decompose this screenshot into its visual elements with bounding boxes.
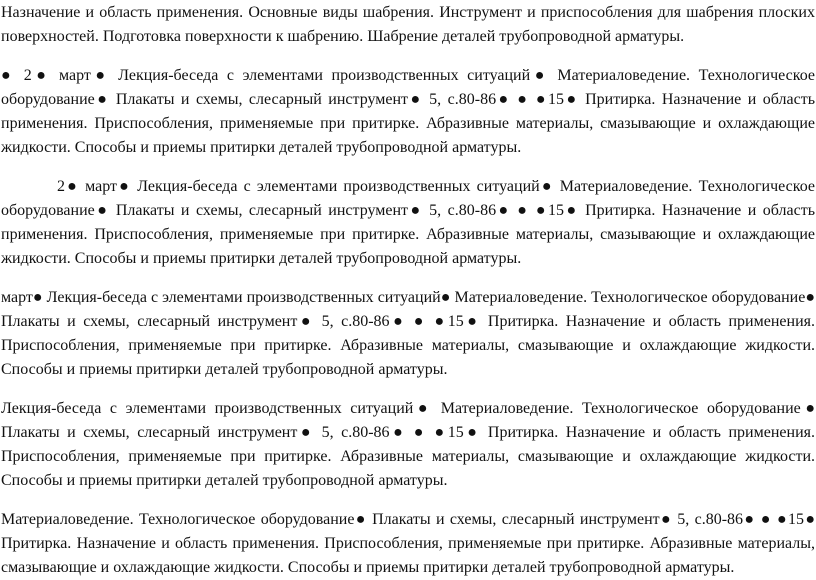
paragraph-lesson-1: ● 2● март● Лекция-беседа с элементами производственных ситуаций● Материаловедение. Технологическое оборудование● Плакаты и схемы, слесарный инструмент● 5, с.80-86● ● ●15● Притирка. Назначение и область применения. Приспособления, применяемые при притирке. Абразивные материалы, смазывающие и охлаждающие жидкости. Способы и приемы притирки деталей трубопроводной арматуры.	[1, 67, 815, 156]
paragraph-lesson-3: март● Лекция-беседа с элементами производственных ситуаций● Материаловедение. Технологическое оборудование● Плакаты и схемы, слесарный инструмент● 5, с.80-86● ● ●15● Притирка. Назначение и область применения. Приспособления, применяемые при притирке. Абразивные материалы, смазывающие и охлаждающие жидкости. Способы и приемы притирки деталей трубопроводной арматуры.	[1, 289, 815, 378]
paragraph-intro: Назначение и область применения. Основные виды шабрения. Инструмент и приспособления для шабрения плоских поверхностей. Подготовка поверхности к шабрению. Шабрение деталей трубопроводной арматуры.	[1, 4, 815, 45]
paragraph-lesson-2: 2● март● Лекция-беседа с элементами производственных ситуаций● Материаловедение. Технологическое оборудование● Плакаты и схемы, слесарный инструмент● 5, с.80-86● ● ●15● Притирка. Назначение и область применения. Приспособления, применяемые при притирке. Абразивные материалы, смазывающие и охлаждающие жидкости. Способы и приемы притирки деталей трубопроводной арматуры.	[1, 178, 815, 267]
paragraph-lesson-4: Лекция-беседа с элементами производственных ситуаций● Материаловедение. Технологическое оборудование● Плакаты и схемы, слесарный инструмент● 5, с.80-86● ● ●15● Притирка. Назначение и область применения. Приспособления, применяемые при притирке. Абразивные материалы, смазывающие и охлаждающие жидкости. Способы и приемы притирки деталей трубопроводной арматуры.	[1, 400, 815, 489]
paragraph-lesson-5: Материаловедение. Технологическое оборудование● Плакаты и схемы, слесарный инструмент● 5, с.80-86● ● ●15● Притирка. Назначение и область применения. Приспособления, применяемые при притирке. Абразивные материалы, смазывающие и охлаждающие жидкости. Способы и приемы притирки деталей трубопроводной арматуры.	[1, 511, 815, 576]
